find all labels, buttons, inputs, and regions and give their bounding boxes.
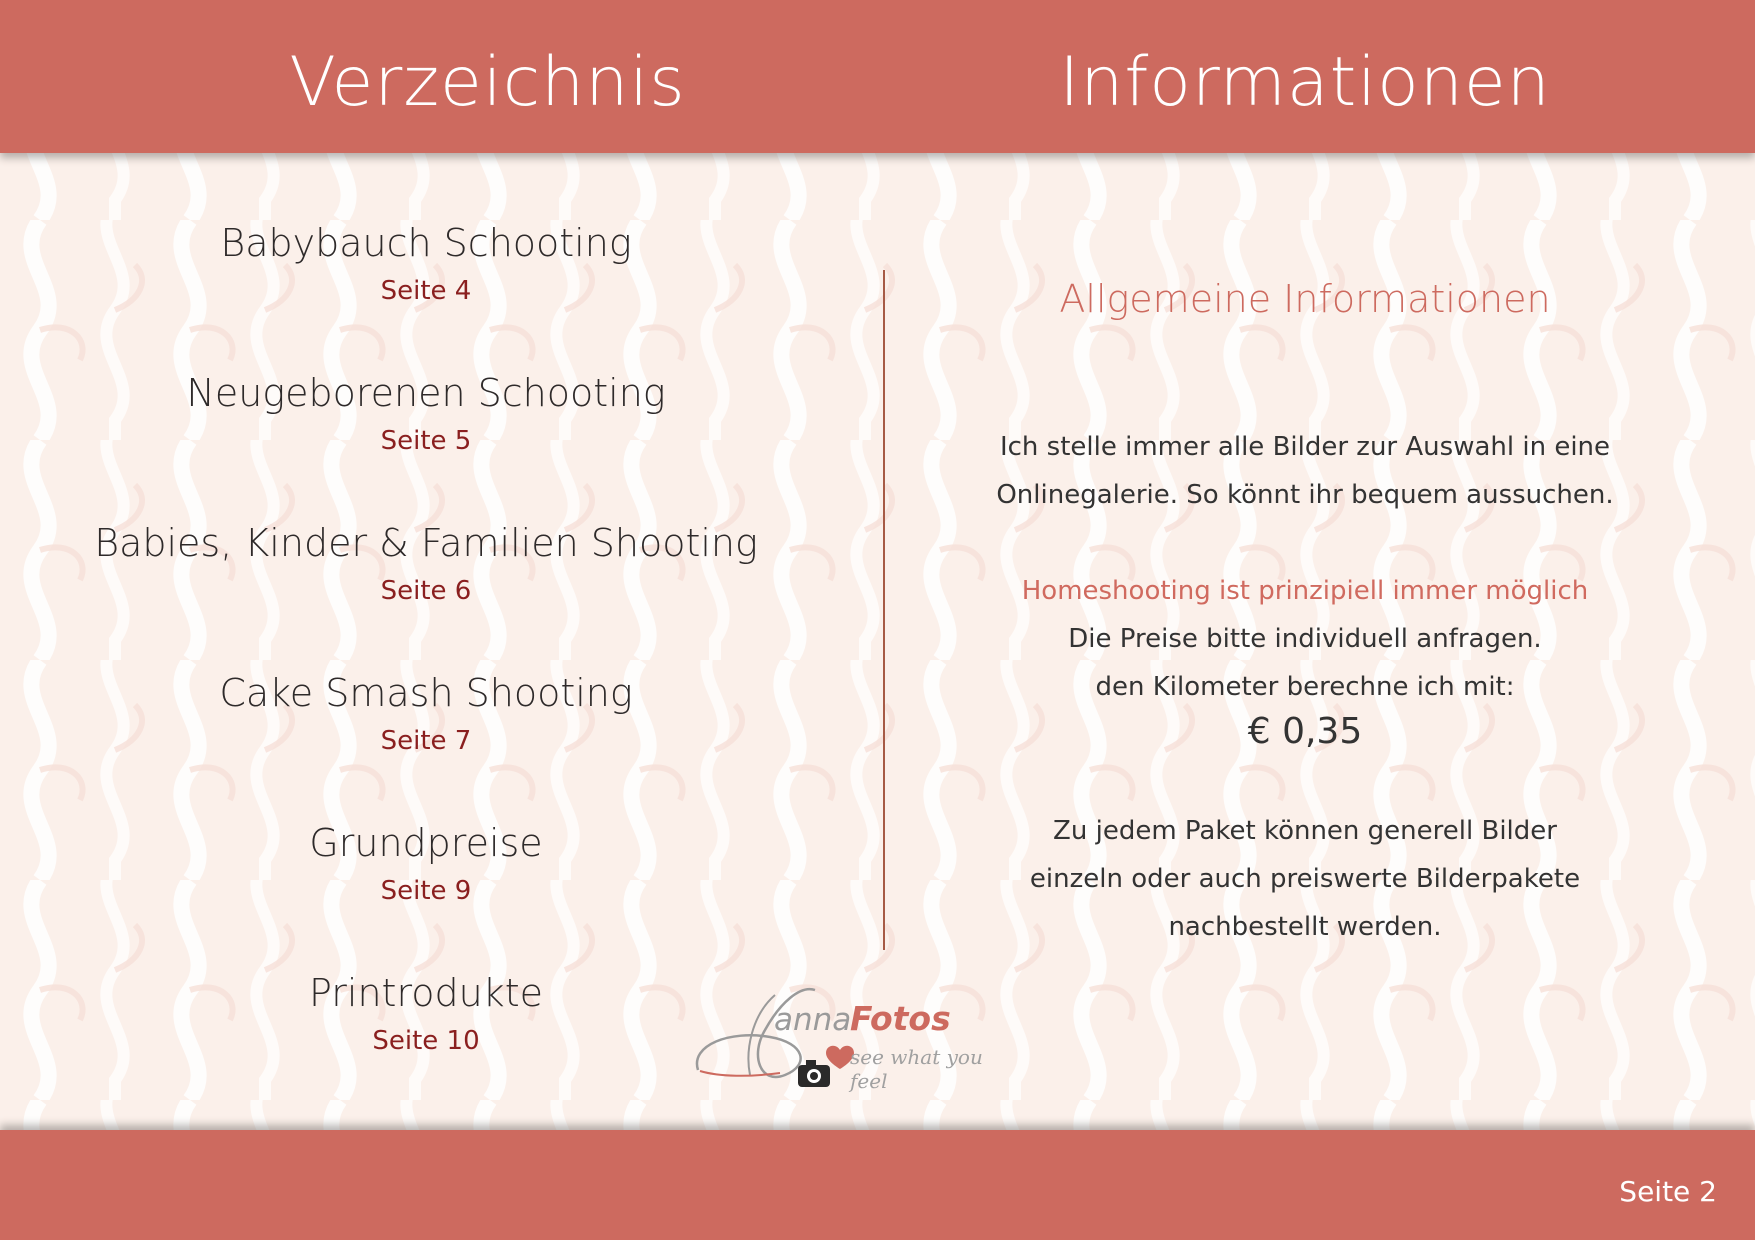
toc-entry-title: Babybauch Schooting: [220, 221, 632, 265]
toc-entry-title: Cake Smash Shooting: [219, 671, 633, 715]
toc-entry[interactable]: [60, 820, 792, 908]
footer-bar: [0, 1130, 1755, 1240]
toc-entry[interactable]: [60, 670, 792, 758]
toc-entry-page: Seite 5: [380, 426, 472, 456]
logo-fotos-text: Fotos: [850, 999, 951, 1038]
info-header-title: Informationen: [1059, 43, 1551, 122]
toc-entry-page: Seite 9: [380, 876, 472, 906]
info-text-line: nachbestellt werden.: [1168, 912, 1442, 942]
toc-heading: Verzeichnis: [289, 43, 686, 122]
toc-entry-title: Babies, Kinder & Familien Shooting: [94, 521, 758, 565]
info-text-line: einzeln oder auch preiswerte Bilderpakete: [1029, 864, 1581, 894]
toc-entry-page: Seite 6: [380, 576, 472, 606]
toc-entry[interactable]: [60, 370, 792, 458]
header-bar: [0, 0, 1755, 153]
homeshooting-note: Homeshooting ist prinzipiell immer möglich: [1021, 576, 1589, 606]
info-text-line: Ich stelle immer alle Bilder zur Auswahl in eine: [999, 432, 1611, 462]
toc-entry-title: Grundpreise: [309, 821, 543, 865]
info-text-line: Zu jedem Paket können generell Bilder: [1053, 816, 1557, 846]
page-number: Seite 2: [1619, 1175, 1717, 1208]
toc-entry-title: Printrodukte: [309, 971, 543, 1015]
logo-anna-text: anna: [774, 1002, 852, 1038]
toc-entry[interactable]: [60, 520, 792, 608]
toc-entry-page: Seite 10: [372, 1026, 480, 1056]
toc-entry[interactable]: [60, 220, 792, 308]
info-text-line: den Kilometer berechne ich mit:: [1095, 672, 1515, 702]
logo-tagline: see what you feel: [850, 1045, 983, 1093]
info-text-line: Onlinegalerie. So könnt ihr bequem aussuchen.: [996, 480, 1614, 510]
toc-entry-page: Seite 4: [380, 276, 472, 306]
toc-entry-page: Seite 7: [380, 726, 472, 756]
info-heading: Allgemeine Informationen: [1059, 277, 1551, 321]
brand-logo: [690, 975, 1020, 1100]
info-text-line: Die Preise bitte individuell anfragen.: [1068, 624, 1542, 654]
toc-entry[interactable]: [60, 970, 792, 1058]
column-divider: [883, 270, 885, 950]
kilometer-price: € 0,35: [1247, 711, 1363, 752]
toc-entry-title: Neugeborenen Schooting: [186, 371, 666, 415]
